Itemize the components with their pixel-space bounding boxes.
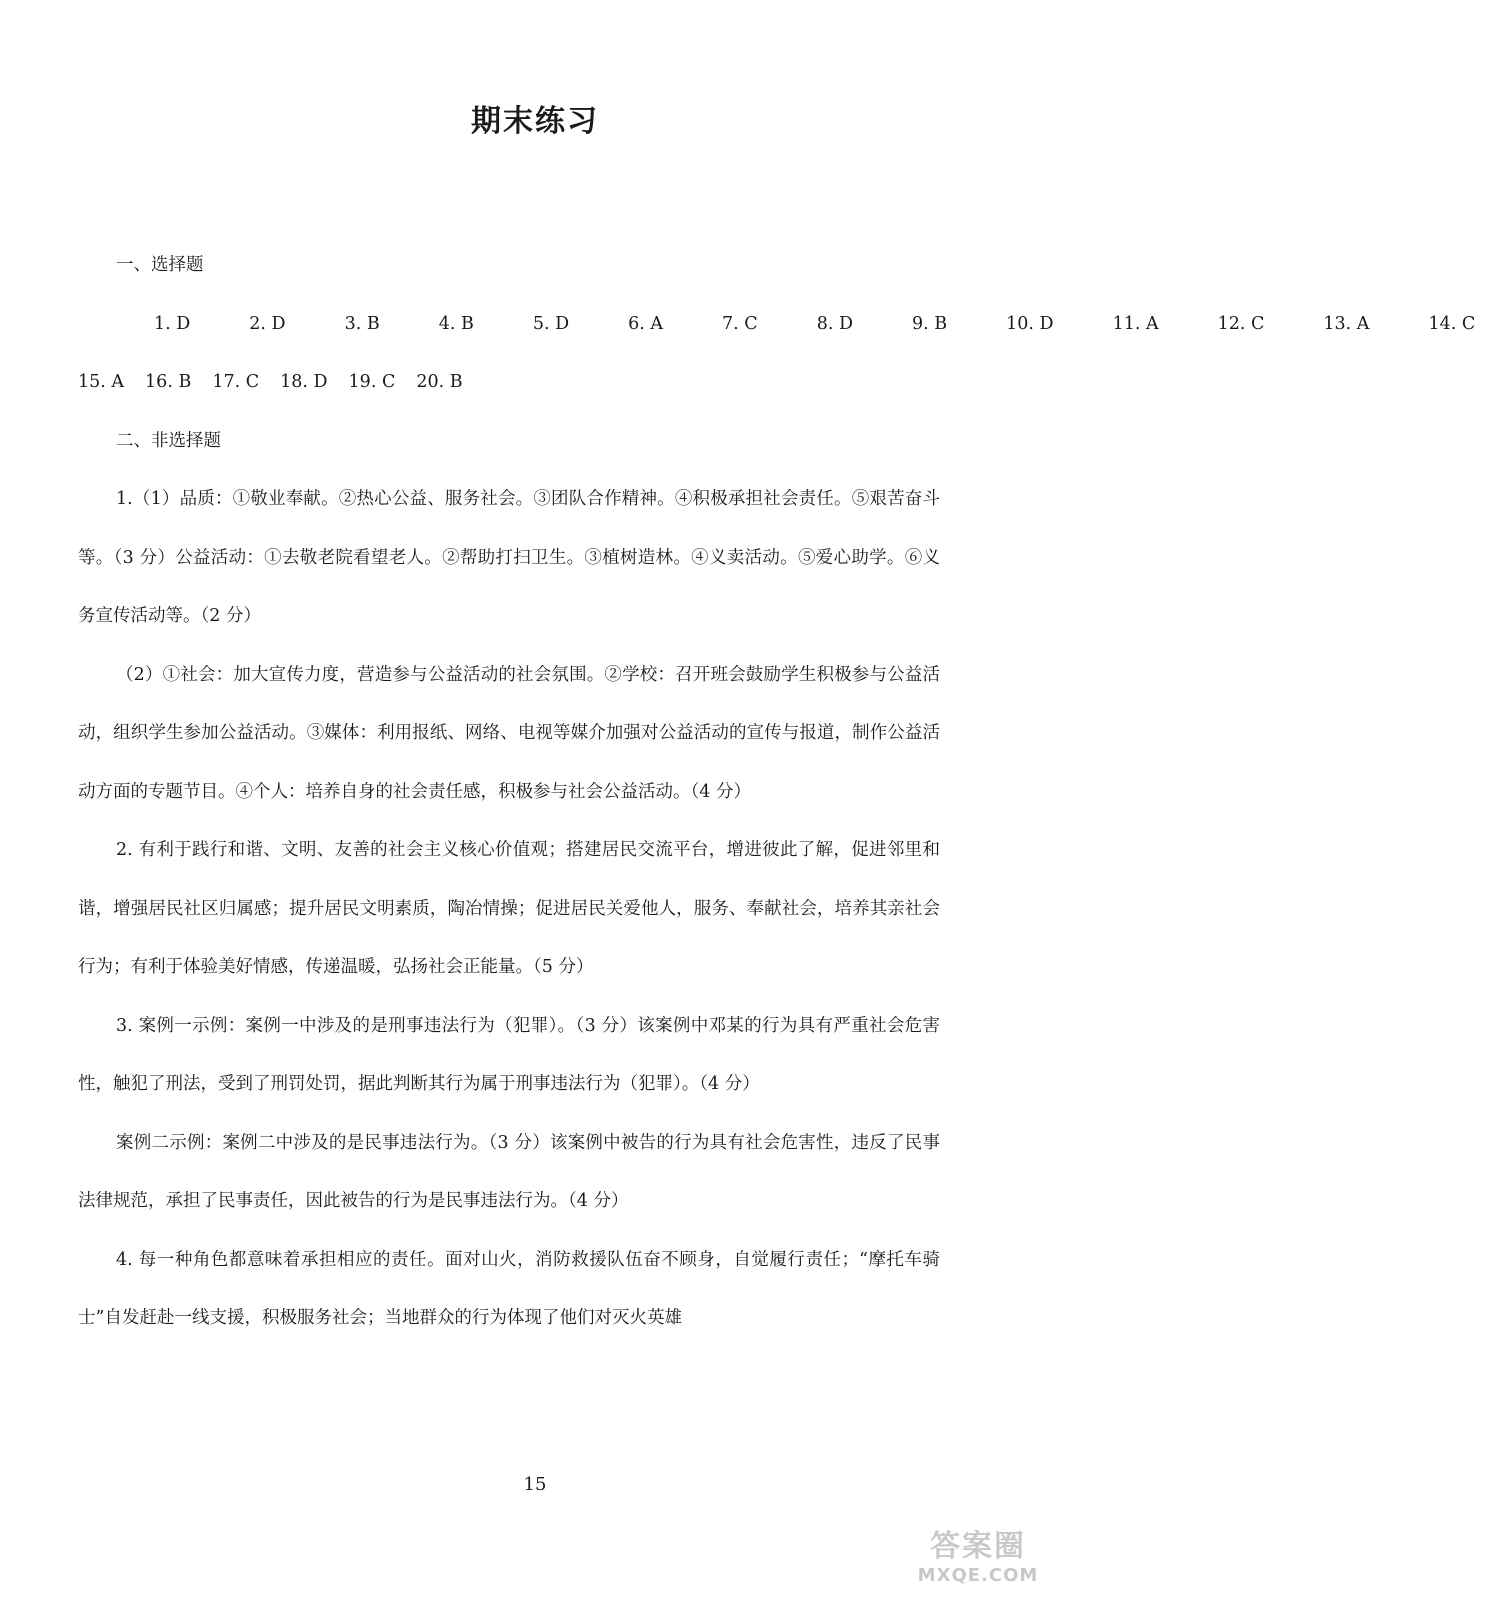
section1-heading: 一、选择题 [116, 255, 204, 275]
mc-answer: 11. A [1112, 313, 1159, 334]
mc-answer: 13. A [1323, 313, 1370, 334]
mc-answer: 8. D [816, 313, 853, 334]
mc-answer: 2. D [249, 313, 286, 334]
mc-answer: 1. D [154, 313, 191, 334]
mc-answer: 17. C [212, 372, 260, 392]
mc-answer: 20. B [416, 372, 463, 392]
mc-answer: 7. C [722, 313, 758, 334]
mc-answer: 5. D [532, 313, 570, 334]
mc-answers-line1 [78, 295, 1476, 354]
mc-answer: 16. B [145, 372, 192, 392]
page-number: 15 [523, 1474, 547, 1495]
question-3-case-2: 案例二示例：案例二中涉及的是民事违法行为。（3 分）该案例中被告的行为具有社会危害性，违反了民事法律规范，承担了民事责任，因此被告的行为是民事违法行为。（4 分） [78, 1132, 940, 1211]
mc-answer: 6. A [628, 313, 664, 334]
mc-answers-line2 [78, 353, 940, 412]
mc-answer: 4. B [438, 313, 474, 334]
question-4: 4. 每一种角色都意味着承担相应的责任。面对山火，消防救援队伍奋不顾身，自觉履行责任；“摩托车骑士”自发赶赴一线支援，积极服务社会；当地群众的行为体现了他们对灭火英雄 [78, 1249, 940, 1328]
page-title: 期末练习 [471, 104, 599, 139]
answer-content [78, 236, 1476, 1348]
watermark-logo [908, 1529, 1048, 1586]
mc-answer: 10. D [1006, 313, 1054, 334]
mc-answer: 14. C [1428, 313, 1476, 334]
watermark-text: 答案圈 [930, 1529, 1026, 1564]
mc-answer: 18. D [280, 372, 328, 392]
question-1-part-1: 1.（1）品质：①敬业奉献。②热心公益、服务社会。③团队合作精神。④积极承担社会责任。⑤艰苦奋斗等。（3 分）公益活动：①去敬老院看望老人。②帮助打扫卫生。③植树造林。④义卖活动。⑤爱心助学。⑥义务宣传活动等。（2 分） [78, 489, 940, 626]
mc-answer: 3. B [344, 313, 380, 334]
mc-answer: 15. A [78, 372, 125, 392]
question-3-case-1: 3. 案例一示例：案例一中涉及的是刑事违法行为（犯罪）。（3 分）该案例中邓某的行为具有严重社会危害性，触犯了刑法，受到了刑罚处罚，据此判断其行为属于刑事违法行为（犯罪）。（4 分） [78, 1015, 940, 1094]
mc-answer: 9. B [912, 313, 948, 334]
mc-answer: 19. C [348, 372, 396, 392]
mc-answer: 12. C [1217, 313, 1265, 334]
question-2: 2. 有利于践行和谐、文明、友善的社会主义核心价值观；搭建居民交流平台，增进彼此了解，促进邻里和谐，增强居民社区归属感；提升居民文明素质，陶冶情操；促进居民关爱他人，服务、奉献社会，培养其亲社会行为；有利于体验美好情感，传递温暖，弘扬社会正能量。（5 分） [78, 840, 940, 977]
question-1-part-2: （2）①社会：加大宣传力度，营造参与公益活动的社会氛围。②学校：召开班会鼓励学生积极参与公益活动，组织学生参加公益活动。③媒体：利用报纸、网络、电视等媒介加强对公益活动的宣传与报道，制作公益活动方面的专题节目。④个人：培养自身的社会责任感，积极参与社会公益活动。（4 分） [78, 664, 940, 802]
watermark-url: MXQE.COM [917, 1565, 1039, 1586]
section2-heading: 二、非选择题 [116, 430, 221, 451]
